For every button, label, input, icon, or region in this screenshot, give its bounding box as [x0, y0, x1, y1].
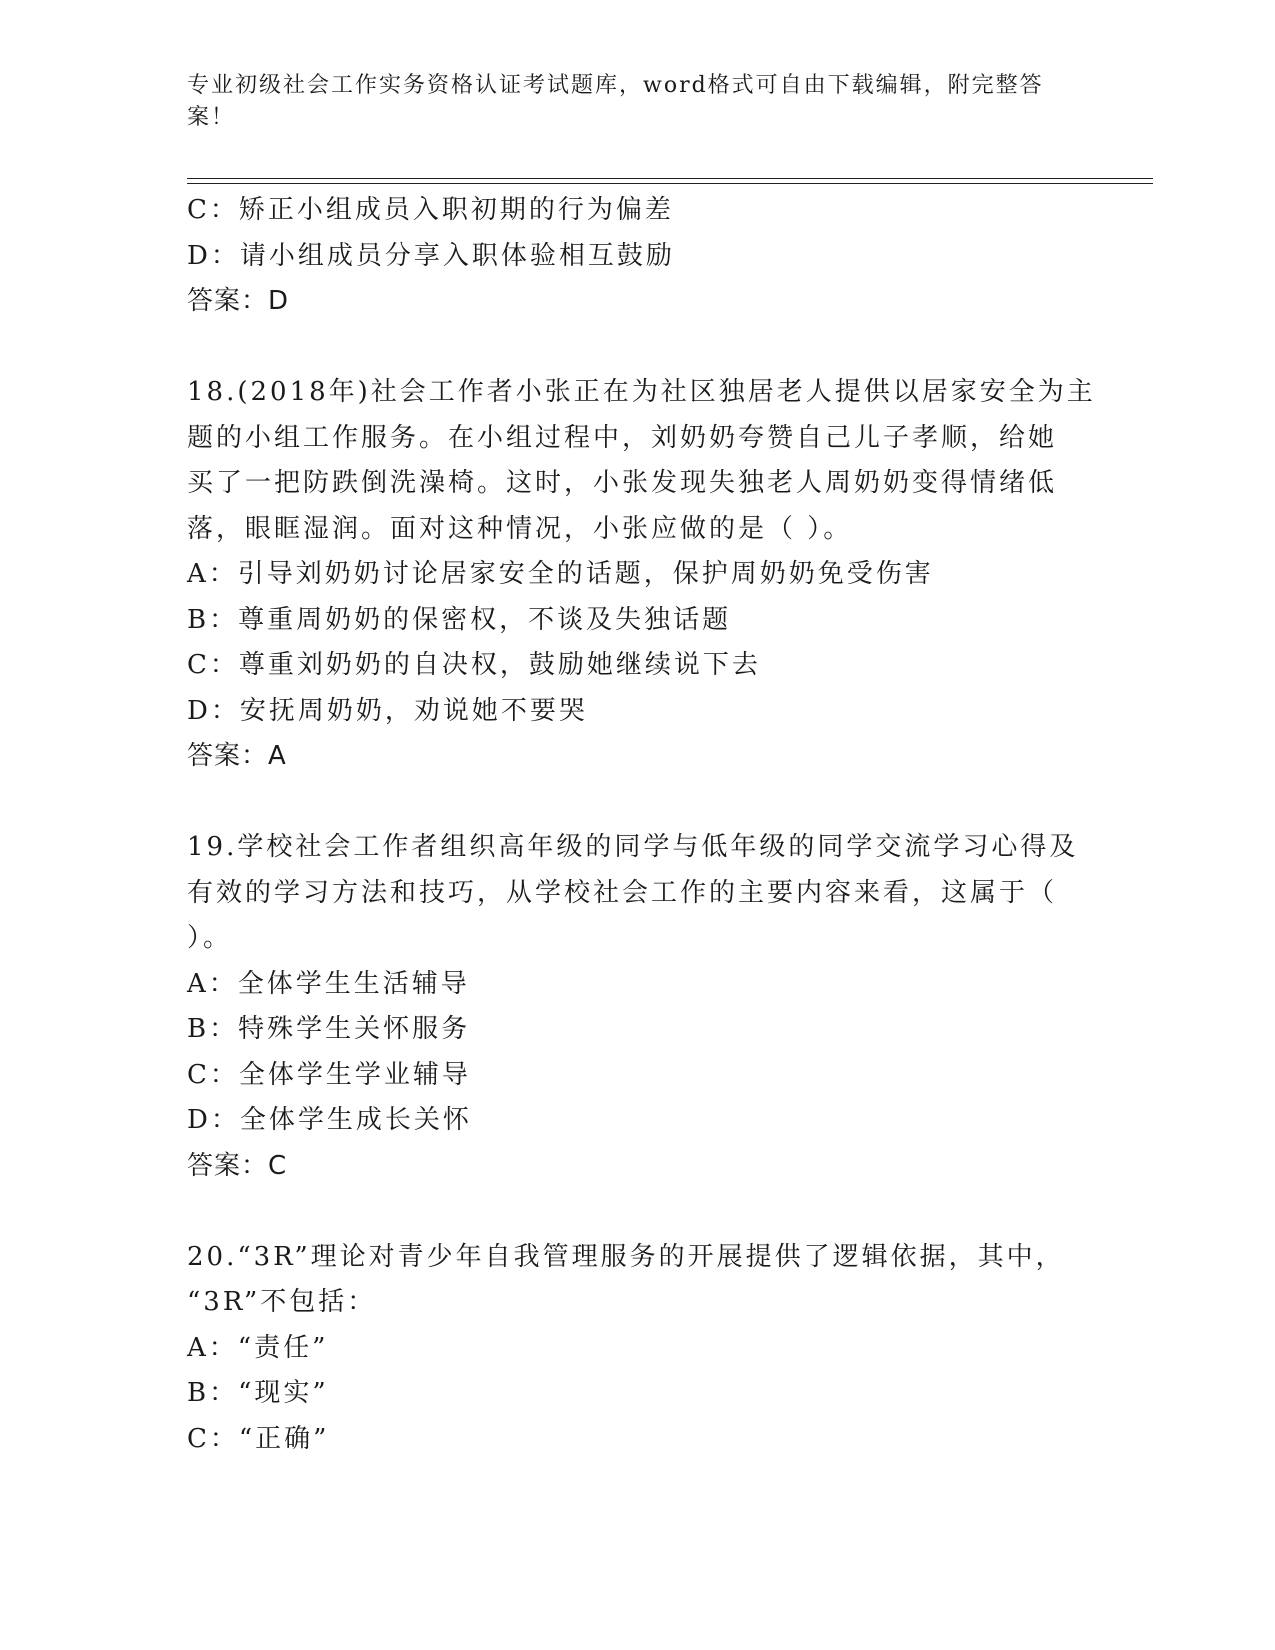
option-c: C：矫正小组成员入职初期的行为偏差	[187, 195, 674, 225]
option-a: A：引导刘奶奶讨论居家安全的话题，保护周奶奶免受伤害	[187, 559, 934, 589]
option-c: C：全体学生学业辅导	[187, 1059, 471, 1090]
option-c: C：尊重刘奶奶的自决权，鼓励她继续说下去	[187, 650, 761, 680]
question-stem-line: 20.“3R”理论对青少年自我管理服务的开展提供了逻辑依据，其中，	[187, 1241, 1065, 1272]
question-19	[187, 825, 1087, 1189]
header-divider-bottom	[187, 183, 1153, 184]
question-stem-line: 落，眼眶湿润。面对这种情况，小张应做的是（ ）。	[187, 513, 853, 544]
question-stem-line: 买了一把防跌倒洗澡椅。这时，小张发现失独老人周奶奶变得情绪低	[187, 468, 1058, 498]
question-stem-line: 题的小组工作服务。在小组过程中，刘奶奶夸赞自己儿子孝顺，给她	[187, 422, 1058, 453]
option-d: D：安抚周奶奶，劝说她不要哭	[187, 695, 588, 726]
option-b: B：尊重周奶奶的保密权，不谈及失独话题	[187, 604, 732, 635]
answer-line: 答案：D	[187, 286, 290, 316]
option-d: D：请小组成员分享入职体验相互鼓励	[187, 240, 675, 271]
question-stem-line: 18.(2018年)社会工作者小张正在为社区独居老人提供以居家安全为主	[187, 377, 1096, 407]
option-a: A：“责任”	[187, 1332, 329, 1363]
header-divider-top	[187, 178, 1153, 179]
document-body	[187, 188, 1096, 1462]
question-stem-line: ）。	[187, 923, 233, 953]
answer-line: 答案：A	[187, 741, 287, 771]
document-header: 专业初级社会工作实务资格认证考试题库，word格式可自由下载编辑，附完整答案！	[187, 73, 1044, 130]
option-b: B：特殊学生关怀服务	[187, 1014, 471, 1044]
question-stem-line: “3R”不包括：	[187, 1287, 377, 1317]
option-a: A：全体学生生活辅导	[187, 968, 470, 999]
question-stem-line: 19.学校社会工作者组织高年级的同学与低年级的同学交流学习心得及	[187, 832, 1079, 862]
question-stem-line: 有效的学习方法和技巧，从学校社会工作的主要内容来看，这属于（	[187, 877, 1058, 908]
question-17-tail	[187, 188, 1087, 325]
option-b: B：“现实”	[187, 1378, 329, 1408]
option-d: D：全体学生成长关怀	[187, 1105, 472, 1135]
question-20	[187, 1235, 1087, 1463]
question-18	[187, 370, 1096, 780]
option-c: C：“正确”	[187, 1423, 330, 1454]
answer-line: 答案：C	[187, 1150, 288, 1181]
